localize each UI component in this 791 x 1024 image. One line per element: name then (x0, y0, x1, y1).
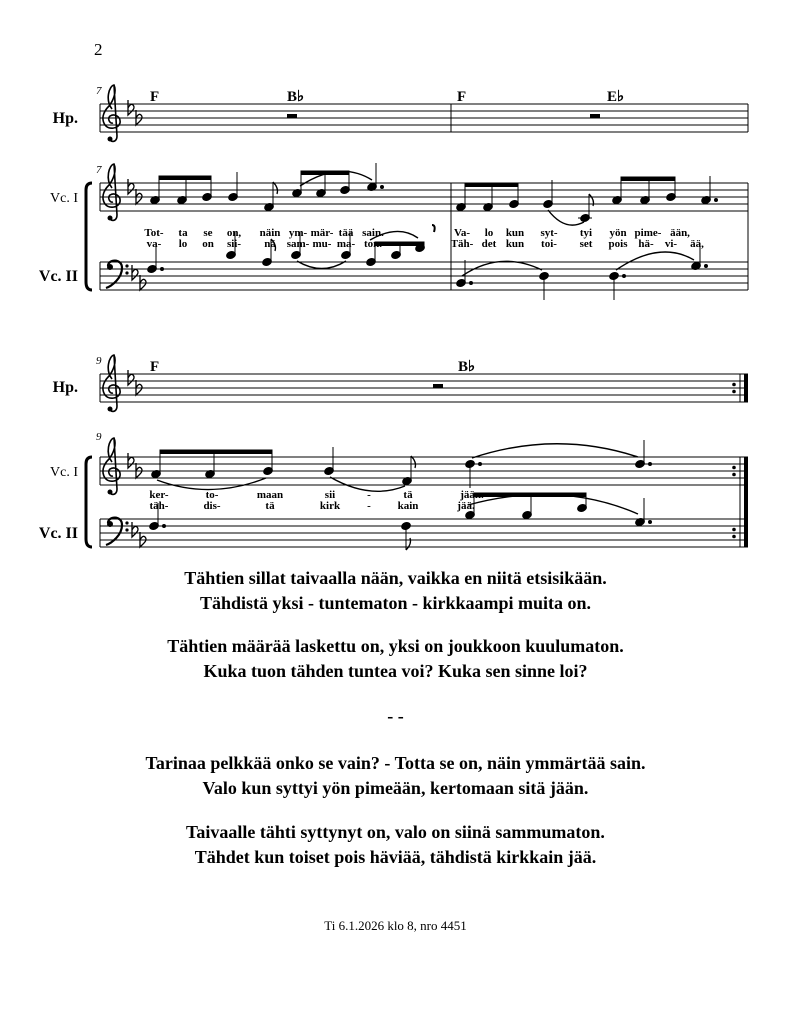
verse-line: - - (387, 706, 404, 726)
lyric-syllable: - (367, 489, 371, 501)
lyric-syllable: näin (259, 227, 281, 239)
lyric-syllable: tä (265, 500, 275, 512)
chord-symbol: B♭ (287, 89, 305, 105)
measure-number: 9 (96, 431, 102, 443)
lyric-syllable: lo (484, 227, 494, 239)
instrument-label-harp: Hp. (52, 379, 78, 396)
chord-symbol: F (150, 89, 160, 105)
verse-separator (0, 704, 791, 729)
verse-block (0, 820, 791, 870)
treble-clef-icon (103, 164, 120, 221)
lyric-syllable: dis- (203, 500, 221, 512)
lyric-syllable: ää, (690, 238, 704, 250)
treble-clef-icon (103, 438, 120, 495)
lyric-syllable: vi- (664, 238, 678, 250)
flat-icon (128, 100, 134, 115)
treble-clef-icon (103, 85, 120, 142)
chord-symbol: F (150, 359, 160, 375)
lyric-syllable: kun (505, 227, 525, 239)
lyric-syllable: sain. (362, 227, 384, 239)
lyric-syllable: va- (146, 238, 162, 250)
lyric-syllable: syt- (540, 227, 558, 239)
lyric-syllable: sii (324, 489, 336, 501)
lyric-syllable: yön (609, 227, 627, 239)
lyric-syllable: ym- (288, 227, 308, 239)
instrument-label-voice1: Vc. I (50, 465, 78, 480)
flat-icon (128, 370, 134, 385)
whole-rest (433, 384, 443, 388)
lyric-syllable: on, (226, 227, 242, 239)
lyric-syllable: mu- (312, 238, 332, 250)
flat-icon (132, 265, 138, 280)
harp-staff-system2 (100, 374, 748, 402)
bass-clef-icon (106, 518, 129, 545)
lyric-syllable: Täh- (450, 238, 474, 250)
chord-symbol: B♭ (458, 359, 476, 375)
verse-line: Kuka tuon tähden tuntea voi? Kuka sen sinne loi? (203, 661, 588, 681)
lyric-syllable: hä- (638, 238, 654, 250)
lyric-syllable: jään. (460, 489, 484, 501)
verse-line: Tähtien sillat taivaalla nään, vaikka en niitä etsisikään. (184, 568, 607, 588)
verse-block (0, 566, 791, 616)
lyric-syllable: ma- (336, 238, 356, 250)
flat-icon (128, 453, 134, 468)
measure-number: 7 (96, 85, 102, 97)
lyric-syllable: kun (505, 238, 525, 250)
half-rest (590, 114, 600, 118)
lyric-syllable: on (202, 238, 214, 250)
lyric-syllable: toi- (541, 238, 557, 250)
verse-line: Taivaalle tähti syttynyt on, valo on siinä sammumaton. (186, 822, 605, 842)
voice1-staff-system2 (100, 457, 748, 485)
lyric-syllable: maan (256, 489, 284, 501)
instrument-label-voice2: Vc. II (38, 525, 78, 542)
half-rest (287, 114, 297, 118)
lyric-syllable: se (203, 227, 213, 239)
page-number: 2 (94, 40, 103, 59)
verse-line: Tähdet kun toiset pois häviää, tähdistä kirkkain jää. (194, 847, 597, 867)
lyric-syllable: pime- (634, 227, 662, 239)
verse-block (0, 751, 791, 801)
flat-icon (128, 179, 134, 194)
lyric-syllable: ker- (149, 489, 169, 501)
lyric-syllable: nä (264, 238, 276, 250)
lyric-syllable: Tot- (144, 227, 164, 239)
lyric-syllable: to- (205, 489, 219, 501)
chord-symbol: E♭ (607, 89, 625, 105)
lyric-syllable: sam- (286, 238, 310, 250)
verse-line: Tähdistä yksi - tuntematon - kirkkaampi muita on. (199, 593, 592, 613)
verse-line: Valo kun syttyi yön pimeään, kertomaan sitä jään. (202, 778, 589, 798)
verse-line: Tarinaa pelkkää onko se vain? - Totta se on, näin ymmärtää sain. (145, 753, 646, 773)
lyric-syllable: kirk (319, 500, 341, 512)
measure-number: 9 (96, 355, 102, 367)
lyric-syllable: kain (397, 500, 419, 512)
instrument-label-voice1: Vc. I (50, 191, 78, 206)
system-bracket (86, 183, 92, 290)
lyric-syllable: ton. (363, 238, 383, 250)
verse-line: Tähtien määrää laskettu on, yksi on joukkoon kuulumaton. (167, 636, 624, 656)
lyric-syllable: lo (178, 238, 188, 250)
lyric-syllable: det (481, 238, 497, 250)
footer-text: Ti 6.1.2026 klo 8, nro 4451 (324, 918, 467, 933)
lyric-syllable: - (367, 500, 371, 512)
lyric-syllable: ta (178, 227, 188, 239)
lyric-syllable: jää. (457, 500, 475, 512)
voice2-staff-system1 (100, 262, 748, 290)
measure-number: 7 (96, 164, 102, 176)
lyric-syllable: tää (338, 227, 354, 239)
harp-staff-system1 (100, 104, 748, 132)
verse-block (0, 634, 791, 684)
lyric-syllable: pois (608, 238, 628, 250)
chord-symbol: F (457, 89, 467, 105)
lyric-syllable: tyi (579, 227, 593, 239)
lyric-syllable: Va- (453, 227, 471, 239)
instrument-label-harp: Hp. (52, 110, 78, 127)
lyric-syllable: sii- (226, 238, 242, 250)
flat-icon (132, 522, 138, 537)
system-bracket (86, 457, 92, 547)
lyric-syllable: täh- (149, 500, 169, 512)
treble-clef-icon (103, 355, 120, 412)
bass-clef-icon (106, 261, 129, 288)
lyric-syllable: mär- (310, 227, 334, 239)
lyric-syllable: ään, (670, 227, 690, 239)
lyric-syllable: tä (403, 489, 413, 501)
voice1-notes-system2 (151, 440, 652, 491)
instrument-label-voice2: Vc. II (38, 268, 78, 285)
lyric-syllable: set (579, 238, 593, 250)
